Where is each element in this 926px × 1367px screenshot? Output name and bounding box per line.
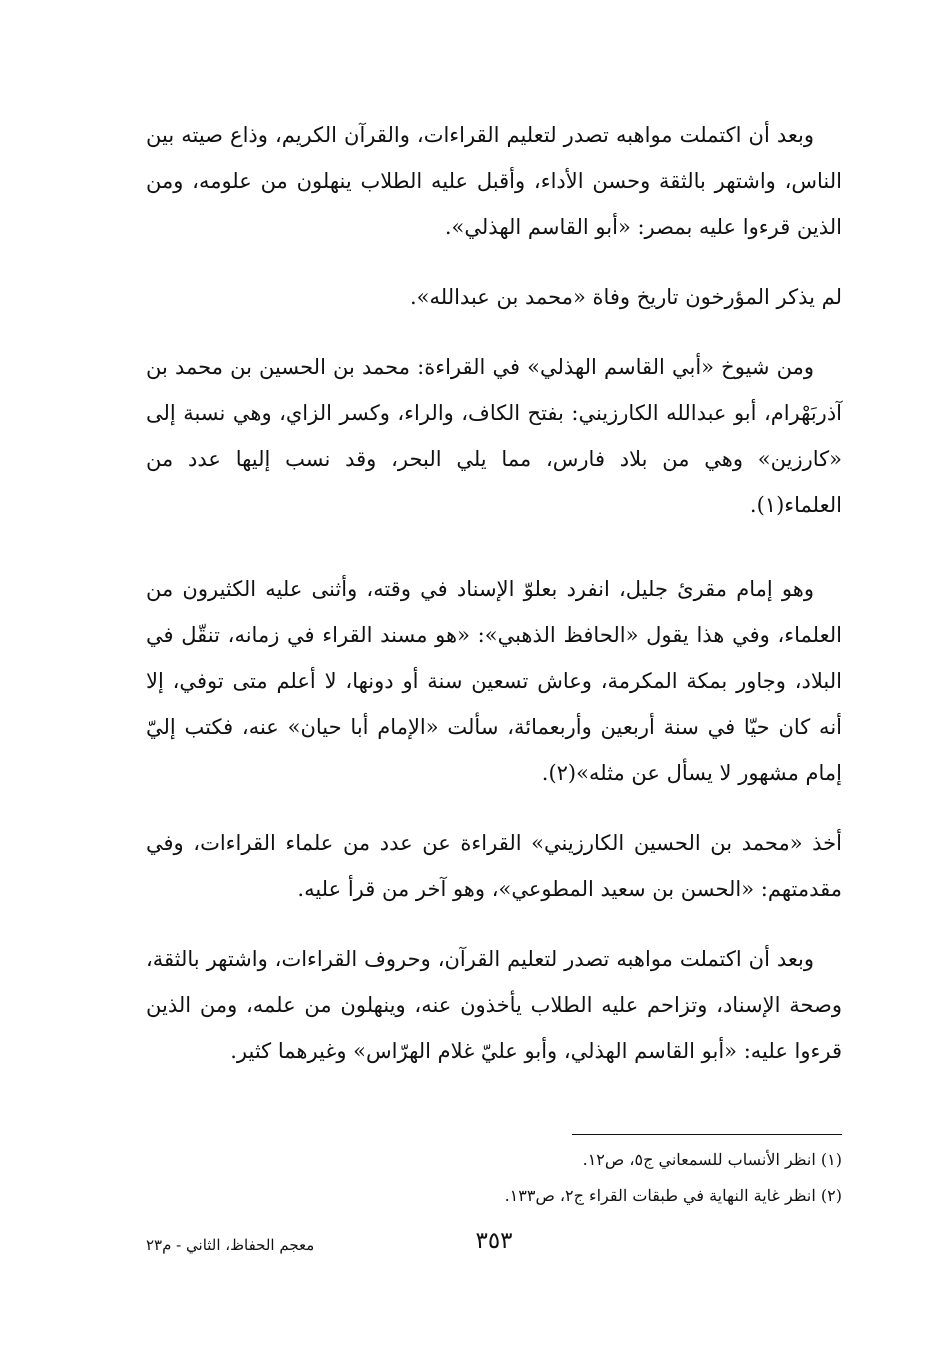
footnote-divider [572,1134,842,1135]
page-number: ٣٥٣ [475,1228,513,1254]
body-text [146,112,842,1098]
paragraph-5: أخذ «محمد بن الحسين الكارزيني» القراءة عن عدد من علماء القراءات، وفي مقدمتهم: «الحسن بن سعيد المطوعي»، وهو آخر من قرأ عليه. [146,831,842,901]
page-footer [146,1228,842,1268]
footnote-2: (٢) انظر غاية النهاية في طبقات القراء ج٢، ص١٣٣. [504,1186,842,1205]
paragraph-6: وبعد أن اكتملت مواهبه تصدر لتعليم القرآن، وحروف القراءات، واشتهر بالثقة، وصحة الإسناد، وتزاحم عليه الطلاب يأخذون عنه، وينهلون من علمه، ومن الذين قرءوا عليه: «أبو القاسم الهذلي، وأبو عليّ غلام الهرّاس» وغيرهما كثير. [146,947,842,1063]
paragraph-4: وهو إمام مقرئ جليل، انفرد بعلوّ الإسناد في وقته، وأثنى عليه الكثيرون من العلماء، وفي هذا يقول «الحافظ الذهبي»: «هو مسند القراء في زمانه، تنقّل في البلاد، وجاور بمكة المكرمة، وعاش تسعين سنة أو دونها، لا أعلم متى توفي، إلا أنه كان حيّا في سنة أربعين وأربعمائة، سألت «الإمام أبا حيان» عنه، فكتب إليّ إمام مشهور لا يسأل عن مثله»(٢). [146,577,842,785]
paragraph-1: وبعد أن اكتملت مواهبه تصدر لتعليم القراءات، والقرآن الكريم، وذاع صيته بين الناس، واشتهر بالثقة وحسن الأداء، وأقبل عليه الطلاب ينهلون من علومه، ومن الذين قرءوا عليه بمصر: «أبو القاسم الهذلي». [146,123,842,239]
running-footer-title: معجم الحفاظ، الثاني - م٢٣ [146,1236,315,1254]
paragraph-3: ومن شيوخ «أبي القاسم الهذلي» في القراءة: محمد بن الحسين بن محمد بن آذربَهْرام، أبو عبدالله الكارزيني: بفتح الكاف، والراء، وكسر الزاي، وهي نسبة إلى «كارزين» وهي من بلاد فارس، مما يلي البحر، وقد نسب إليها عدد من العلماء(١). [146,355,842,517]
footnote-1: (١) انظر الأنساب للسمعاني ج٥، ص١٢. [582,1150,842,1169]
paragraph-2: لم يذكر المؤرخون تاريخ وفاة «محمد بن عبدالله». [409,285,842,309]
footnotes [146,1142,842,1214]
